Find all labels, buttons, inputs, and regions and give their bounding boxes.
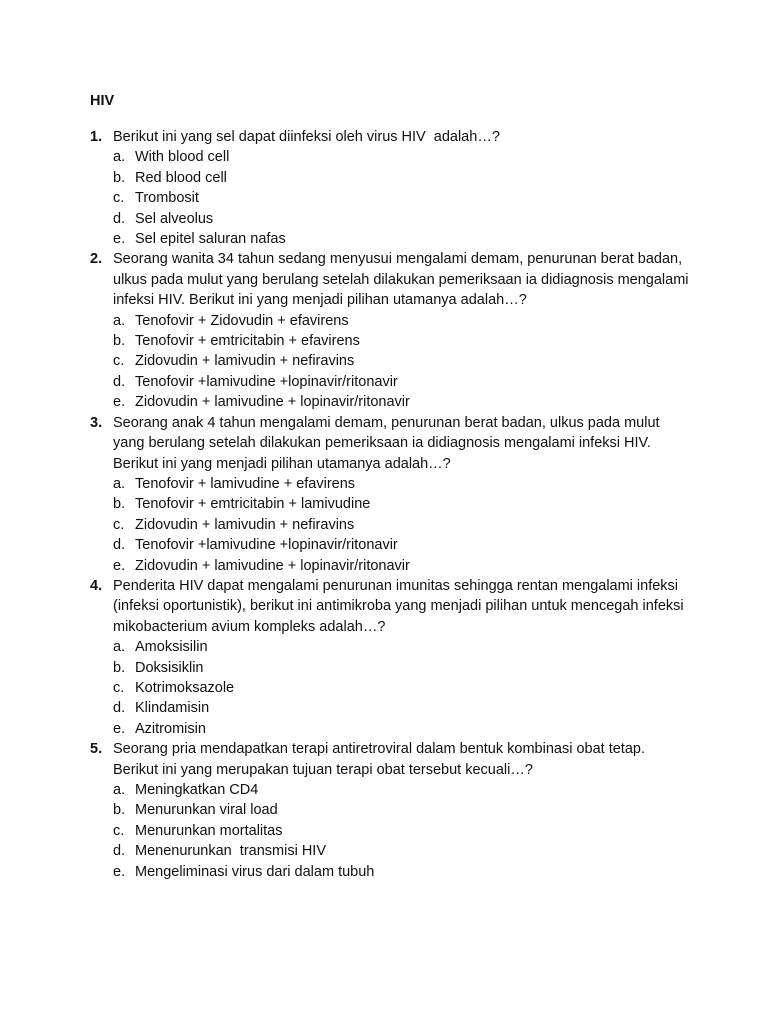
- question-item: [90, 739, 690, 882]
- option-letter: d.: [113, 700, 126, 717]
- option-letter: d.: [113, 537, 126, 554]
- option-text: Tenofovir + lamivudine + efavirens: [135, 475, 356, 492]
- document-title: HIV: [90, 93, 115, 109]
- option-text: With blood cell: [135, 149, 230, 166]
- option-letter: b.: [113, 169, 126, 186]
- question-body: [113, 576, 690, 739]
- option-letter: a.: [113, 782, 126, 798]
- answer-option: [113, 698, 690, 718]
- option-letter: b.: [113, 802, 126, 819]
- option-list: [113, 780, 690, 882]
- option-text: Kotrimoksazole: [135, 679, 235, 696]
- option-text: Sel epitel saluran nafas: [135, 231, 286, 248]
- option-letter: c.: [113, 822, 125, 839]
- answer-option: [113, 372, 690, 392]
- option-text: Red blood cell: [135, 169, 227, 186]
- question-number: 5.: [90, 741, 103, 758]
- option-text: Tenofovir +lamivudine +lopinavir/ritonavir: [135, 373, 398, 390]
- question-item: [90, 576, 690, 739]
- option-text: Trombosit: [135, 190, 199, 207]
- option-text: Tenofovir + emtricitabin + lamivudine: [135, 496, 371, 513]
- option-letter: d.: [113, 373, 126, 390]
- question-item: [90, 413, 690, 576]
- answer-option: [113, 188, 690, 208]
- option-text: Zidovudin + lamivudine + lopinavir/ritonavir: [135, 394, 410, 411]
- answer-option: [113, 841, 690, 861]
- answer-option: [113, 862, 690, 882]
- answer-option: [113, 637, 690, 657]
- answer-option: [113, 331, 690, 351]
- option-letter: e.: [113, 720, 126, 737]
- question-body: [113, 413, 690, 576]
- question-text: Seorang anak 4 tahun mengalami demam, penurunan berat badan, ulkus pada mulut yang berulang setelah dilakukan pemeriksaan ia didiagnosis mengalami infeksi HIV. Berikut ini yang menjadi pilihan utamanya adalah…?: [113, 414, 664, 472]
- option-letter: c.: [113, 353, 125, 370]
- question-number: 4.: [90, 577, 103, 594]
- question-text: Seorang wanita 34 tahun sedang menyusui mengalami demam, penurunan berat badan, ulkus pada mulut yang berulang setelah dilakukan pemeriksaan ia didiagnosis mengalami infeksi HIV. Berikut ini yang menjadi pilihan utamanya adalah…?: [113, 251, 693, 309]
- option-text: Zidovudin + lamivudine + lopinavir/ritonavir: [135, 557, 410, 574]
- question-number: 2.: [90, 251, 103, 268]
- answer-option: [113, 229, 690, 249]
- option-text: Zidovudin + lamivudin + nefiravins: [135, 353, 355, 370]
- answer-option: [113, 535, 690, 555]
- option-text: Klindamisin: [135, 700, 210, 717]
- option-letter: d.: [113, 210, 126, 227]
- answer-option: [113, 719, 690, 739]
- answer-option: [113, 351, 690, 371]
- option-text: Tenofovir + emtricitabin + efavirens: [135, 333, 360, 350]
- option-text: Sel alveolus: [135, 210, 214, 227]
- option-letter: e.: [113, 231, 126, 248]
- answer-option: [113, 311, 690, 331]
- answer-option: [113, 147, 690, 167]
- answer-option: [113, 474, 690, 494]
- question-body: [113, 249, 693, 412]
- answer-option: [113, 515, 690, 535]
- option-list: [113, 147, 690, 249]
- answer-option: [113, 821, 690, 841]
- option-text: Menenurunkan transmisi HIV: [135, 843, 326, 860]
- option-text: Azitromisin: [135, 720, 206, 737]
- question-number: 1.: [90, 129, 103, 145]
- answer-option: [113, 494, 690, 514]
- option-text: Zidovudin + lamivudin + nefiravins: [135, 516, 355, 533]
- option-letter: b.: [113, 496, 126, 513]
- question-body: [113, 127, 690, 249]
- option-text: Menurunkan mortalitas: [135, 822, 283, 839]
- option-letter: c.: [113, 516, 125, 533]
- option-text: Meningkatkan CD4: [135, 782, 259, 798]
- question-text: Penderita HIV dapat mengalami penurunan imunitas sehingga rentan mengalami infeksi (infeksi oportunistik), berikut ini antimikroba yang menjadi pilihan untuk mencegah infeksi mikobacterium avium kompleks adalah…?: [113, 577, 688, 635]
- option-letter: a.: [113, 475, 126, 492]
- question-item: [90, 249, 693, 412]
- answer-option: [113, 168, 690, 188]
- option-letter: a.: [113, 639, 126, 656]
- option-letter: a.: [113, 312, 126, 329]
- document-page: [90, 91, 693, 882]
- answer-option: [113, 678, 690, 698]
- question-body: [113, 739, 690, 882]
- option-letter: e.: [113, 557, 126, 574]
- question-item: [90, 127, 690, 249]
- option-text: Amoksisilin: [135, 639, 208, 656]
- question-text: Berikut ini yang sel dapat diinfeksi oleh virus HIV adalah…?: [113, 129, 500, 145]
- question-number: 3.: [90, 414, 103, 431]
- answer-option: [113, 780, 690, 800]
- option-text: Mengeliminasi virus dari dalam tubuh: [135, 863, 375, 880]
- option-text: Menurunkan viral load: [135, 802, 278, 819]
- option-text: Doksisiklin: [135, 659, 204, 676]
- option-letter: c.: [113, 679, 125, 696]
- option-letter: e.: [113, 863, 126, 880]
- answer-option: [113, 556, 690, 576]
- answer-option: [113, 392, 690, 412]
- question-text: Seorang pria mendapatkan terapi antiretroviral dalam bentuk kombinasi obat tetap. Berikut ini yang merupakan tujuan terapi obat tersebut kecuali…?: [113, 741, 650, 778]
- question-list: [90, 127, 693, 882]
- option-letter: e.: [113, 394, 126, 411]
- option-text: Tenofovir + Zidovudin + efavirens: [135, 312, 349, 329]
- option-letter: c.: [113, 190, 125, 207]
- option-letter: a.: [113, 149, 126, 166]
- answer-option: [113, 209, 690, 229]
- option-list: [113, 637, 690, 739]
- option-list: [113, 311, 690, 413]
- answer-option: [113, 800, 690, 820]
- option-letter: d.: [113, 843, 126, 860]
- option-text: Tenofovir +lamivudine +lopinavir/ritonavir: [135, 537, 398, 554]
- answer-option: [113, 658, 690, 678]
- option-letter: b.: [113, 659, 126, 676]
- option-letter: b.: [113, 333, 126, 350]
- option-list: [113, 474, 690, 576]
